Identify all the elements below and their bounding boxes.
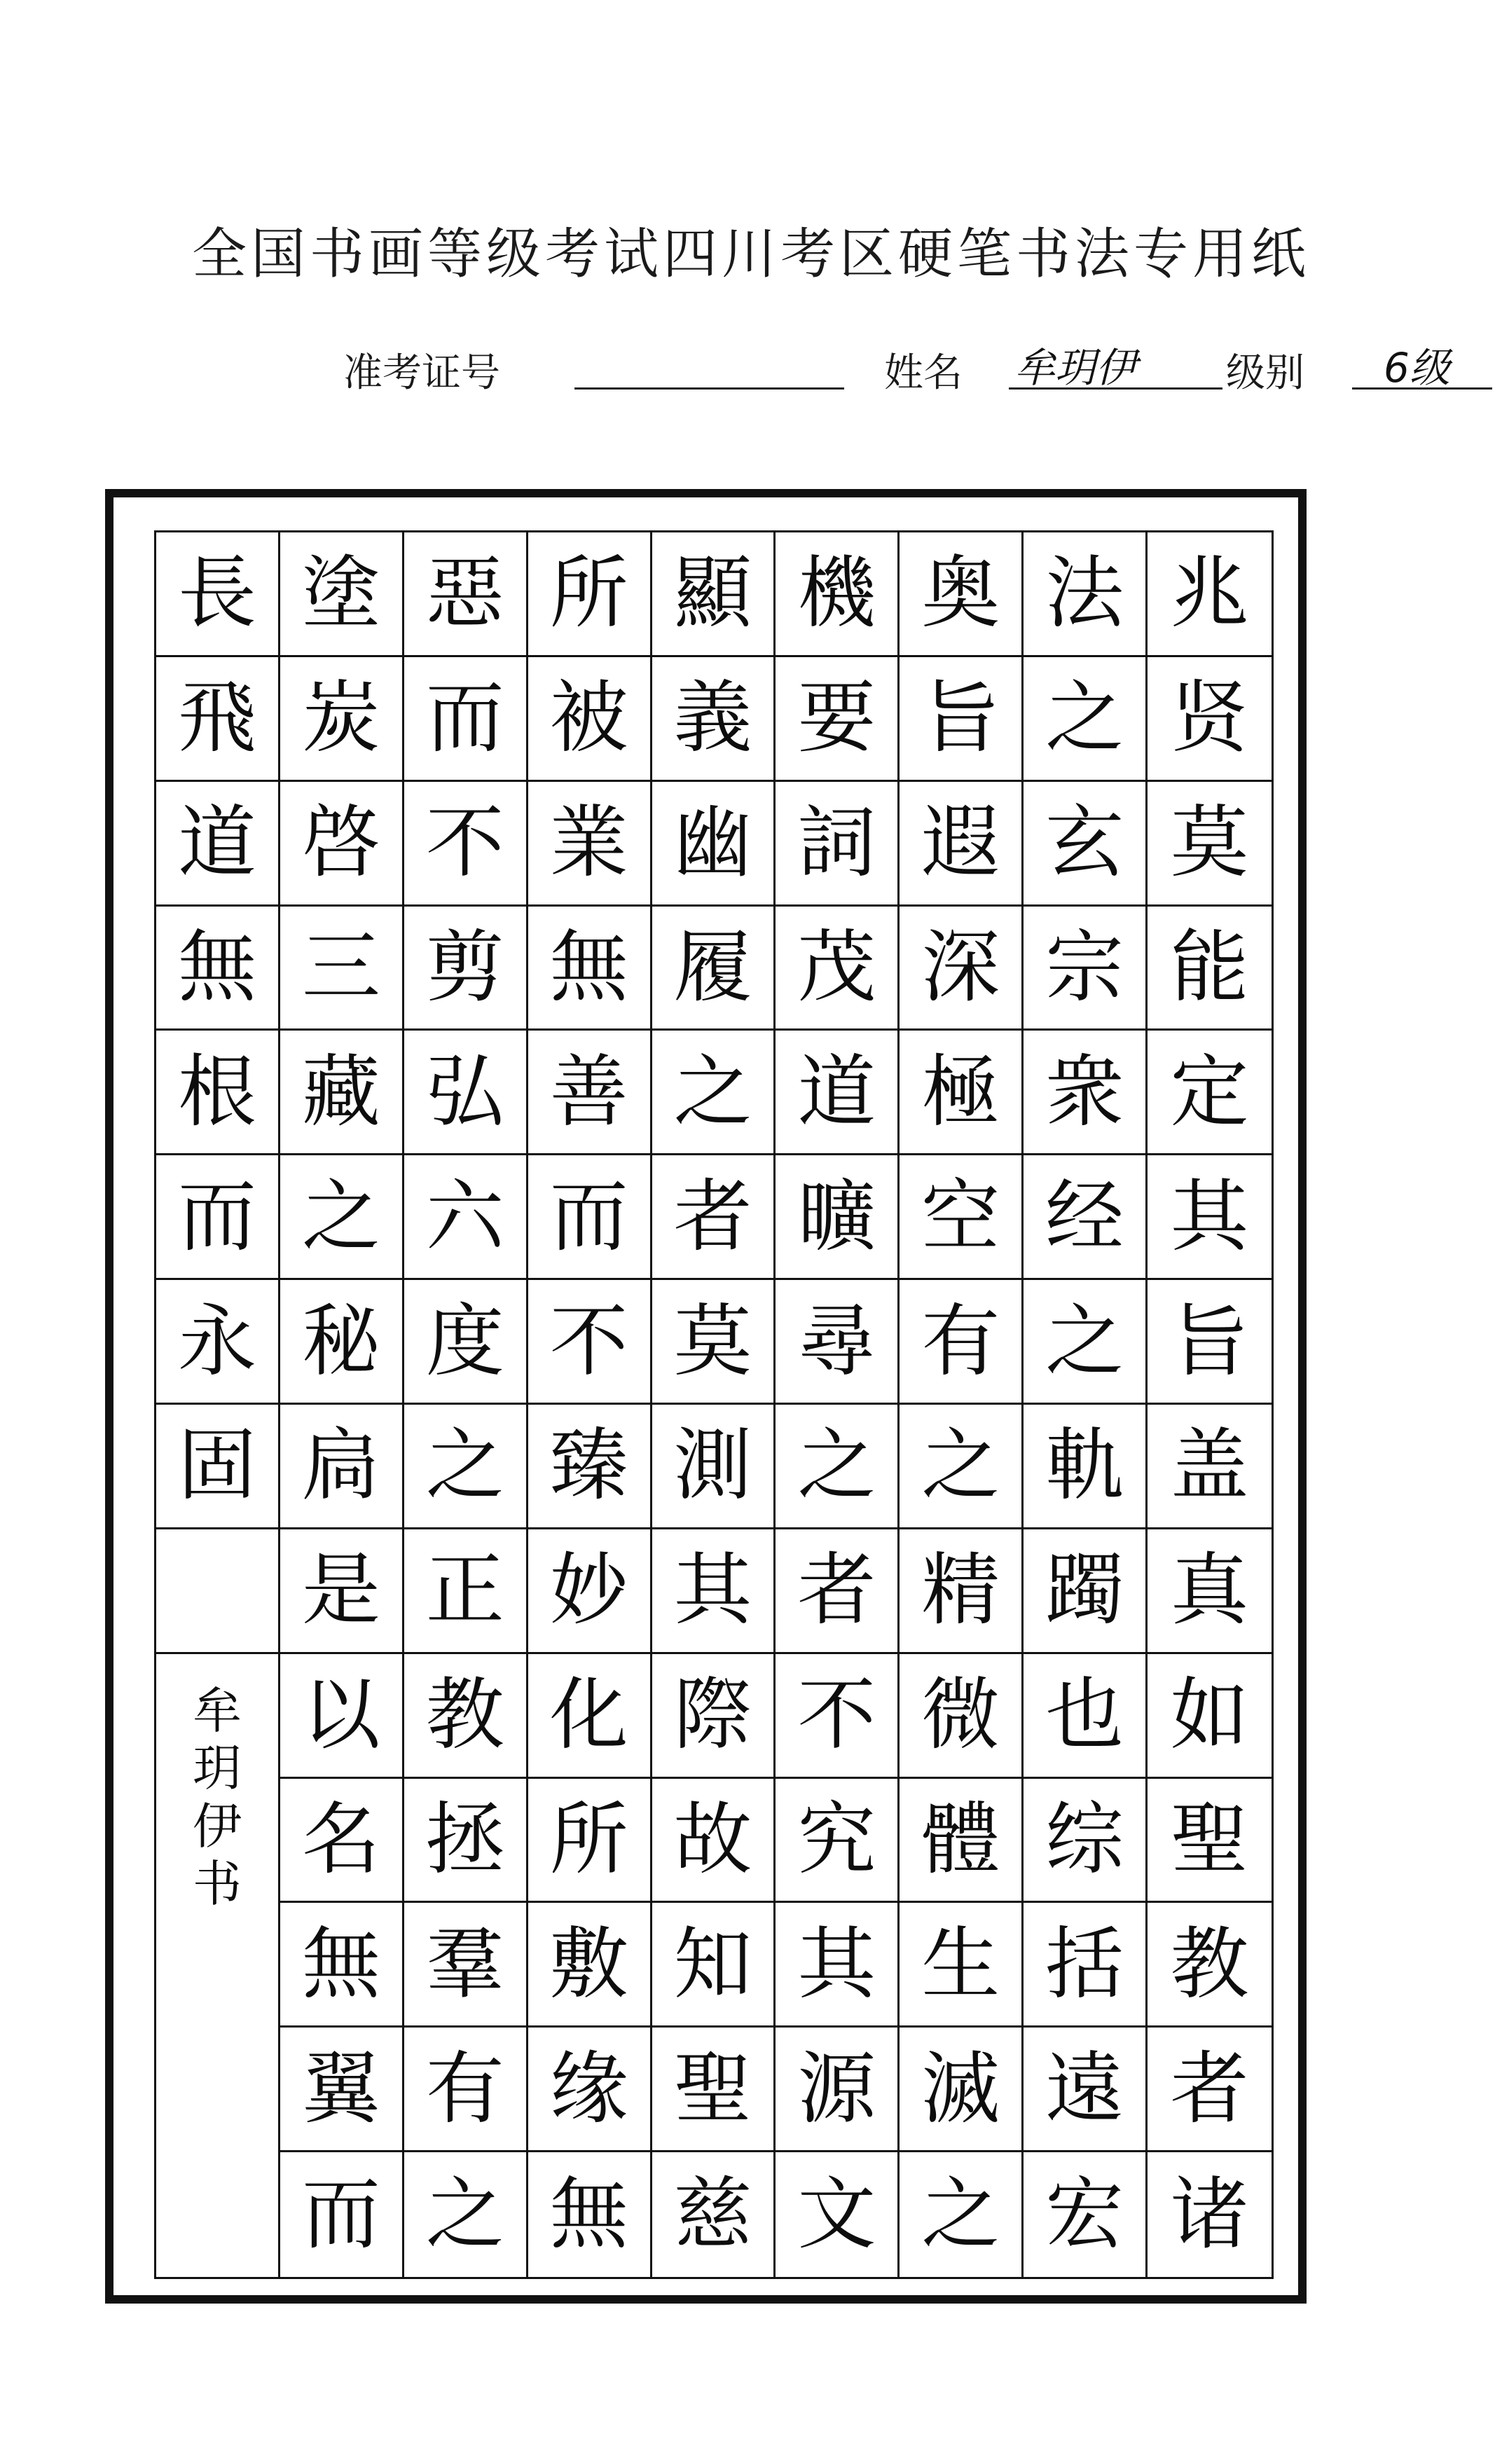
- grid-cell: 固: [156, 1405, 280, 1529]
- exam-number-label: 准考证号: [343, 350, 500, 396]
- exam-number-line: [574, 387, 844, 390]
- grid-cell: 之: [404, 2152, 528, 2277]
- grid-cell: 義: [652, 657, 776, 782]
- grid-cell: 法: [1024, 532, 1148, 657]
- grid-cell: 之: [1024, 657, 1148, 782]
- grid-cell: 宗: [1024, 907, 1148, 1031]
- grid-cell: 之: [280, 1155, 404, 1280]
- grid-cell: 弘: [404, 1031, 528, 1155]
- grid-cell: 拯: [404, 1779, 528, 1904]
- grid-cell: 軌: [1024, 1405, 1148, 1529]
- grid-cell: 滅: [900, 2028, 1024, 2152]
- grid-cell: 際: [652, 1654, 776, 1779]
- grid-cell: 其: [652, 1529, 776, 1654]
- grid-cell: 不: [404, 782, 528, 907]
- grid-cell: 扃: [280, 1405, 404, 1529]
- grid-cell: 要: [776, 657, 900, 782]
- grid-cell: 無: [156, 907, 280, 1031]
- grid-cell: 莫: [1148, 782, 1272, 907]
- grid-cell: 聖: [652, 2028, 776, 2152]
- signature-char: 玥: [192, 1740, 242, 1798]
- grid-cell: 也: [1024, 1654, 1148, 1779]
- grid-cell: 測: [652, 1405, 776, 1529]
- signature-char: 书: [192, 1855, 242, 1913]
- grid-cell: 奥: [900, 532, 1024, 657]
- grid-cell: 者: [652, 1155, 776, 1280]
- grid-cell: 而: [404, 657, 528, 782]
- grid-cell: 不: [528, 1280, 652, 1405]
- grid-cell: 而: [528, 1155, 652, 1280]
- grid-cell: 塗: [280, 532, 404, 657]
- grid-cell: 缘: [528, 2028, 652, 2152]
- grid-cell: 遠: [1024, 2028, 1148, 2152]
- level-value: 6级: [1384, 344, 1450, 392]
- grid-cell: 所: [528, 1779, 652, 1904]
- grid-cell: 盖: [1148, 1405, 1272, 1529]
- grid-cell: 之: [404, 1405, 528, 1529]
- grid-cell: 衆: [1024, 1031, 1148, 1155]
- grid-cell: 翼: [280, 2028, 404, 2152]
- grid-cell: 履: [652, 907, 776, 1031]
- grid-cell: 经: [1024, 1155, 1148, 1280]
- grid-cell: 剪: [404, 907, 528, 1031]
- grid-cell: 尋: [776, 1280, 900, 1405]
- grid-cell: 不: [776, 1654, 900, 1779]
- grid-cell: 教: [404, 1654, 528, 1779]
- grid-cell: 有: [900, 1280, 1024, 1405]
- grid-cell: 秘: [280, 1280, 404, 1405]
- grid-cell: 之: [652, 1031, 776, 1155]
- grid-cell: 源: [776, 2028, 900, 2152]
- grid-cell: 莫: [652, 1280, 776, 1405]
- grid-cell: 體: [900, 1779, 1024, 1904]
- grid-cell: 有: [404, 2028, 528, 2152]
- grid-cell: 其: [776, 1903, 900, 2028]
- grid-cell: [156, 1529, 280, 1654]
- grid-cell: 者: [776, 1529, 900, 1654]
- grid-cell: 善: [528, 1031, 652, 1155]
- grid-cell: 遐: [900, 782, 1024, 907]
- grid-cell: 是: [280, 1529, 404, 1654]
- grid-cell: 機: [776, 532, 900, 657]
- grid-cell: 兆: [1148, 532, 1272, 657]
- grid-cell: 啓: [280, 782, 404, 907]
- grid-cell: 藏: [280, 1031, 404, 1155]
- grid-cell: 之: [1024, 1280, 1148, 1405]
- grid-cell: 道: [776, 1031, 900, 1155]
- writing-frame: [105, 489, 1307, 2304]
- info-row: [0, 328, 1502, 398]
- grid-cell: 定: [1148, 1031, 1272, 1155]
- grid-cell: 慈: [652, 2152, 776, 2277]
- grid-cell: 旨: [900, 657, 1024, 782]
- grid-cell: 其: [1148, 1155, 1272, 1280]
- signature-char: 伊: [192, 1797, 242, 1855]
- grid-cell: 微: [900, 1654, 1024, 1779]
- grid-cell: 正: [404, 1529, 528, 1654]
- grid-cell: 以: [280, 1654, 404, 1779]
- grid-cell: 羣: [404, 1903, 528, 2028]
- grid-cell: 道: [156, 782, 280, 907]
- name-label: 姓名: [884, 350, 963, 396]
- grid-cell: 综: [1024, 1779, 1148, 1904]
- grid-cell: 極: [900, 1031, 1024, 1155]
- grid-cell: 惡: [404, 532, 528, 657]
- grid-cell: 六: [404, 1155, 528, 1280]
- grid-cell: 真: [1148, 1529, 1272, 1654]
- grid-cell: 者: [1148, 2028, 1272, 2152]
- grid-cell: 故: [652, 1779, 776, 1904]
- grid-cell: 之: [776, 1405, 900, 1529]
- grid-cell: 知: [652, 1903, 776, 2028]
- character-grid: [154, 530, 1274, 2279]
- grid-cell: 幽: [652, 782, 776, 907]
- grid-cell: 飛: [156, 657, 280, 782]
- grid-cell: 而: [156, 1155, 280, 1280]
- grid-cell: 被: [528, 657, 652, 782]
- grid-cell: 臻: [528, 1405, 652, 1529]
- grid-cell: 敷: [528, 1903, 652, 2028]
- grid-cell: 茂: [776, 907, 900, 1031]
- grid-cell: 宏: [1024, 2152, 1148, 2277]
- grid-cell: 化: [528, 1654, 652, 1779]
- grid-cell: 空: [900, 1155, 1024, 1280]
- grid-cell: 曠: [776, 1155, 900, 1280]
- grid-cell: 旨: [1148, 1280, 1272, 1405]
- grid-cell: 三: [280, 907, 404, 1031]
- grid-cell: 無: [528, 2152, 652, 2277]
- grid-cell: 詞: [776, 782, 900, 907]
- grid-cell: 生: [900, 1903, 1024, 2028]
- grid-cell: 究: [776, 1779, 900, 1904]
- grid-cell: 深: [900, 907, 1024, 1031]
- grid-cell: 之: [900, 1405, 1024, 1529]
- grid-cell: 所: [528, 532, 652, 657]
- grid-cell: 炭: [280, 657, 404, 782]
- grid-cell: 括: [1024, 1903, 1148, 2028]
- grid-cell: 無: [528, 907, 652, 1031]
- grid-cell: 教: [1148, 1903, 1272, 2028]
- grid-cell: 精: [900, 1529, 1024, 1654]
- grid-cell: 之: [900, 2152, 1024, 2277]
- grid-cell: 能: [1148, 907, 1272, 1031]
- grid-cell: 如: [1148, 1654, 1272, 1779]
- grid-cell: 而: [280, 2152, 404, 2277]
- grid-cell: 躅: [1024, 1529, 1148, 1654]
- grid-cell: 玄: [1024, 782, 1148, 907]
- page-title: 全国书画等级考试四川考区硬笔书法专用纸: [191, 223, 1310, 286]
- grid-cell: 文: [776, 2152, 900, 2277]
- grid-cell: 名: [280, 1779, 404, 1904]
- grid-cell: 無: [280, 1903, 404, 2028]
- signature-cell: [156, 1654, 280, 2277]
- grid-cell: 業: [528, 782, 652, 907]
- level-label: 级别: [1226, 350, 1304, 396]
- grid-cell: 妙: [528, 1529, 652, 1654]
- grid-cell: 度: [404, 1280, 528, 1405]
- grid-cell: 顯: [652, 532, 776, 657]
- grid-cell: 永: [156, 1280, 280, 1405]
- signature-char: 牟: [192, 1681, 242, 1740]
- grid-cell: 根: [156, 1031, 280, 1155]
- grid-cell: 诸: [1170, 2169, 1249, 2261]
- grid-cell: 聖: [1148, 1779, 1272, 1904]
- grid-cell: 贤: [1148, 657, 1272, 782]
- grid-cell: 長: [156, 532, 280, 657]
- name-value: 牟玥伊: [1014, 344, 1137, 392]
